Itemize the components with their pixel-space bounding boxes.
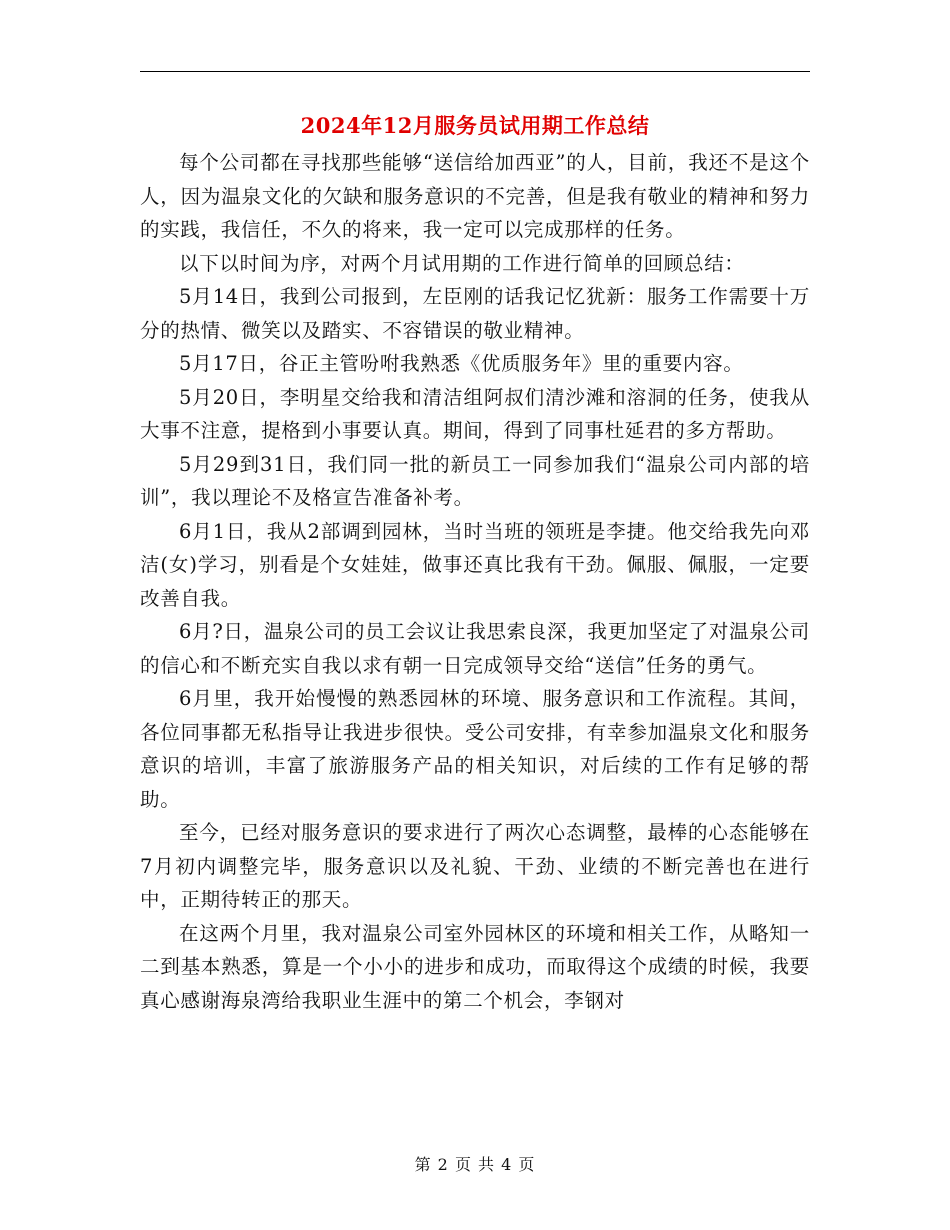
header-rule (140, 71, 810, 72)
paragraph-3: 5月14日，我到公司报到，左臣刚的话我记忆犹新：服务工作需要十万分的热情、微笑以及踏实、不容错误的敬业精神。 (140, 285, 810, 342)
paragraph-2: 以下以时间为序，对两个月试用期的工作进行简单的回顾总结： (179, 251, 745, 275)
paragraph-10: 至今，已经对服务意识的要求进行了两次心态调整，最棒的心态能够在7月初内调整完毕，服务意识以及礼貌、干劲、业绩的不断完善也在进行中，正期待转正的那天。 (140, 821, 810, 911)
paragraph-7: 6月1日，我从2部调到园林，当时当班的领班是李捷。他交给我先向邓洁(女)学习，别看是个女娃娃，做事还真比我有干劲。佩服、佩服，一定要改善自我。 (140, 519, 810, 610)
paragraph-6: 5月29到31日，我们同一批的新员工一同参加我们“温泉公司内部的培训”，我以理论不及格宣告准备补考。 (140, 452, 810, 509)
document-title: 2024年12月服务员试用期工作总结 (300, 113, 650, 138)
paragraph-11: 在这两个月里，我对温泉公司室外园林区的环境和相关工作，从略知一二到基本熟悉，算是一个小小的进步和成功，而取得这个成绩的时候，我要真心感谢海泉湾给我职业生涯中的第二个机会，李钢对 (140, 921, 810, 1012)
paragraph-4: 5月17日，谷正主管吩咐我熟悉《优质服务年》里的重要内容。 (179, 352, 744, 375)
paragraph-5: 5月20日，李明星交给我和清洁组阿叔们清沙滩和溶洞的任务，使我从大事不注意，提格到小事要认真。期间，得到了同事杜延君的多方帮助。 (140, 385, 810, 442)
paragraph-9: 6月里，我开始慢慢的熟悉园林的环境、服务意识和工作流程。其间，各位同事都无私指导让我进步很快。受公司安排，有幸参加温泉文化和服务意识的培训，丰富了旅游服务产品的相关知识，对后续的工作有足够的帮助。 (140, 687, 810, 811)
paragraph-8: 6月?日，温泉公司的员工会议让我思索良深，我更加坚定了对温泉公司的信心和不断充实自我以求有朝一日完成领导交给“送信”任务的勇气。 (140, 620, 810, 677)
paragraph-1: 每个公司都在寻找那些能够“送信给加西亚”的人，目前，我还不是这个人，因为温泉文化的欠缺和服务意识的不完善，但是我有敬业的精神和努力的实践，我信任，不久的将来，我一定可以完成那样的任务。 (140, 151, 810, 241)
page-number-footer: 第 2 页 共 4 页 (414, 1155, 536, 1174)
document-body (140, 146, 810, 1017)
